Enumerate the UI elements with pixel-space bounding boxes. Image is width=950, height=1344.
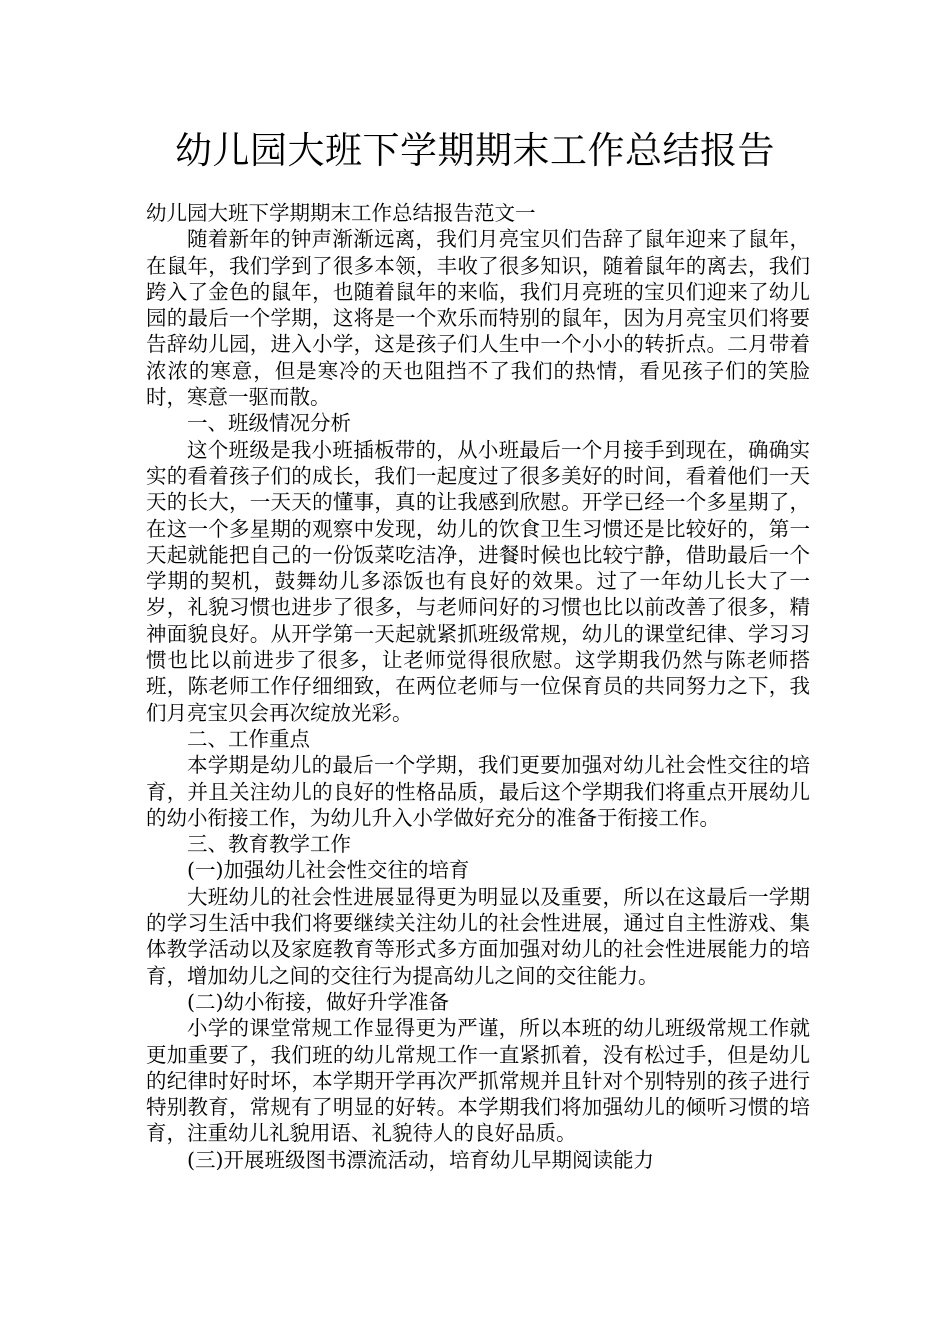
subtitle-paragraph: 幼儿园大班下学期期末工作总结报告范文一 — [146, 201, 536, 225]
subsection-heading-transition: (二)幼小衔接，做好升学准备 — [187, 989, 449, 1014]
intro-paragraph: 随着新年的钟声渐渐远离，我们月亮宝贝们告辞了鼠年迎来了鼠年，在鼠年，我们学到了很多本领，丰收了很多知识，随着鼠年的离去，我们跨入了金色的鼠年，也随着鼠年的来临，我们月亮班的宝贝们迎来了幼儿园的最后一个学期，这将是一个欢乐而特别的鼠年，因为月亮宝贝们将要告辞幼儿园，进入小学，这是孩子们人生中一个小小的转折点。二月带着浓浓的寒意，但是寒冷的天也阻挡不了我们的热情，看见孩子们的笑脸时，寒意一驱而散。 — [146, 227, 810, 410]
section-heading-class-analysis: 一、班级情况分析 — [187, 411, 351, 436]
subsection-heading-book-drift: (三)开展班级图书漂流活动，培育幼儿早期阅读能力 — [187, 1147, 654, 1172]
subsection-heading-social-interaction: (一)加强幼儿社会性交往的培育 — [187, 858, 470, 883]
social-interaction-paragraph: 大班幼儿的社会性进展显得更为明显以及重要，所以在这最后一学期的学习生活中我们将要继续关注幼儿的社会性进展，通过自主性游戏、集体教学活动以及家庭教育等形式多方面加强对幼儿的社会性进展能力的培育，增加幼儿之间的交往行为提高幼儿之间的交往能力。 — [146, 884, 810, 988]
class-analysis-paragraph: 这个班级是我小班插板带的，从小班最后一个月接手到现在，确确实实的看着孩子们的成长，我们一起度过了很多美好的时间，看着他们一天天的长大，一天天的懂事，真的让我感到欣慰。开学已经一个多星期了，在这一个多星期的观察中发现，幼儿的饮食卫生习惯还是比较好的，第一天起就能把自己的一份饭菜吃洁净，进餐时候也比较宁静，借助最后一个学期的契机，鼓舞幼儿多添饭也有良好的效果。过了一年幼儿长大了一岁，礼貌习惯也进步了很多，与老师问好的习惯也比以前改善了很多，精神面貌良好。从开学第一天起就紧抓班级常规，幼儿的课堂纪律、学习习惯也比以前进步了很多，让老师觉得很欣慰。这学期我仍然与陈老师搭班，陈老师工作仔细细致，在两位老师与一位保育员的共同努力之下，我们月亮宝贝会再次绽放光彩。 — [146, 437, 810, 725]
work-focus-paragraph: 本学期是幼儿的最后一个学期，我们更要加强对幼儿社会性交往的培育，并且关注幼儿的良好的性格品质，最后这个学期我们将重点开展幼儿的幼小衔接工作，为幼儿升入小学做好充分的准备于衔接工作。 — [146, 753, 810, 830]
document-title: 幼儿园大班下学期期末工作总结报告 — [175, 129, 775, 172]
document-body — [146, 200, 810, 1173]
section-heading-teaching-work: 三、教育教学工作 — [187, 832, 351, 857]
section-heading-work-focus: 二、工作重点 — [187, 726, 310, 751]
transition-paragraph: 小学的课堂常规工作显得更为严谨，所以本班的幼儿班级常规工作就更加重要了，我们班的幼儿常规工作一直紧抓着，没有松过手，但是幼儿的纪律时好时坏，本学期开学再次严抓常规并且针对个别特别的孩子进行特别教育，常规有了明显的好转。本学期我们将加强幼儿的倾听习惯的培育，注重幼儿礼貌用语、礼貌待人的良好品质。 — [146, 1016, 810, 1146]
